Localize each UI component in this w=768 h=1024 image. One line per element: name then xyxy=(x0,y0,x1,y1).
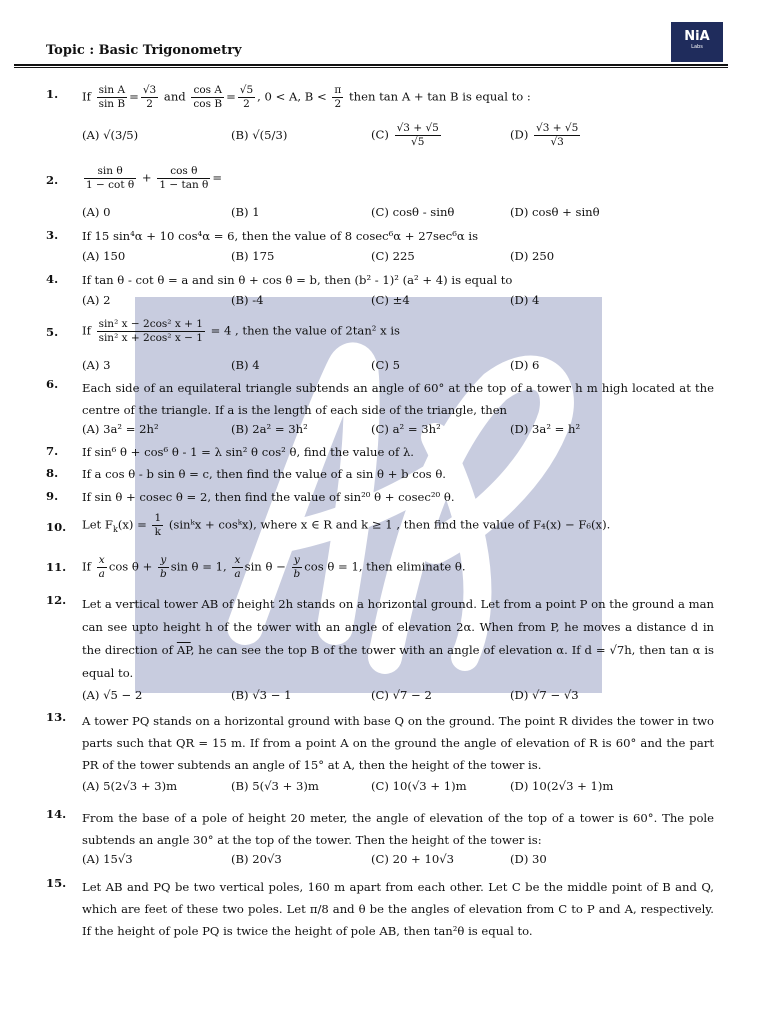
option-c: (C) √7 − 2 xyxy=(371,688,432,702)
question-6 xyxy=(46,377,716,441)
question-number: 6. xyxy=(46,377,59,391)
option-d: (D) 30 xyxy=(510,852,547,866)
option-d: (D) 4 xyxy=(510,293,540,307)
options xyxy=(82,293,714,313)
option-c: (C) 5 xyxy=(371,358,400,372)
option-d: (D) 250 xyxy=(510,249,555,263)
topic-title: Topic : Basic Trigonometry xyxy=(46,43,242,58)
question-7 xyxy=(46,444,716,462)
question-text: $\frac{\text{sin θ}}{\text{1 − cot θ}}$ + $\frac{\text{cos θ}}{\text{1 − tan θ}}$ = xyxy=(86,165,223,191)
question-text: If 15 sin⁴α + 10 cos⁴α = 6, then the value of 8 cosec⁶α + 27sec⁶α is xyxy=(82,229,479,243)
logo-sub-text: Labs xyxy=(691,44,703,50)
option-a: (A) 2 xyxy=(82,293,111,307)
option-d: (D) 3a² = h² xyxy=(510,422,581,436)
question-9 xyxy=(46,489,716,507)
question-text: From the base of a pole of height 20 meter, the angle of elevation of the top of a tower is 60°. The pole subtends an angle 30° at the top of the tower. Then the height of the tower is: xyxy=(82,811,714,847)
question-13 xyxy=(46,710,716,800)
question-text: A tower PQ stands on a horizontal ground with base Q on the ground. The point R divides the tower in two parts such that QR = 15 m. If from a point A on the ground the angle of elevation of R is 60° and the part PR of the tower subtends an angle of 15° at A, then the height of the tower is. xyxy=(82,714,714,772)
option-b: (B) √(5/3) xyxy=(231,128,288,142)
question-1 xyxy=(46,84,716,154)
option-a: (A) 150 xyxy=(82,249,126,263)
fraction: $\frac{√3}{2}$ xyxy=(142,84,157,110)
question-number: 14. xyxy=(46,807,67,821)
option-a: (A) √5 − 2 xyxy=(82,688,143,702)
question-14 xyxy=(46,807,716,871)
question-number: 11. xyxy=(46,560,67,574)
question-text: If $\frac{\text{sin A}}{\text{sin B}}$ = $\frac{√3}{2}$ and $\frac{\text{cos A}}{\text{cos B}}$ = $\frac{√5}{2}$ , 0 < A, B < $\frac{\pi}{2}$ then tan A + tan B is equal to : xyxy=(82,84,531,110)
option-a: (A) 15√3 xyxy=(82,852,133,866)
fraction: $\frac{√5}{2}$ xyxy=(239,84,254,110)
fraction: $\frac{\text{cos θ}}{\text{1 − tan θ}}$ xyxy=(159,165,209,191)
option-c: (C) 10(√3 + 1)m xyxy=(371,779,467,793)
question-text: If $\frac{x}{a}$ cos θ + $\frac{y}{b}$ sin θ = 1, $\frac{x}{a}$ sin θ − $\frac{y}{b}$ cos θ = 1, then eliminate θ. xyxy=(82,554,466,580)
question-number: 2. xyxy=(46,173,59,187)
option-c: (C) $\frac{√3 + √5}{√5}$ xyxy=(371,122,439,148)
question-3 xyxy=(46,228,716,268)
options xyxy=(82,422,714,442)
question-text: If tan θ - cot θ = a and sin θ + cos θ = b, then (b² - 1)² (a² + 4) is equal to xyxy=(82,273,513,287)
option-c: (C) 20 + 10√3 xyxy=(371,852,454,866)
options xyxy=(82,852,714,872)
question-number: 3. xyxy=(46,228,59,242)
question-2 xyxy=(46,165,716,221)
option-a: (A) 3a² = 2h² xyxy=(82,422,159,436)
fraction: $\frac{\text{sin² x − 2cos² x + 1}}{\text{sin² x + 2cos² x − 1}}$ xyxy=(98,318,203,344)
option-c: (C) ±4 xyxy=(371,293,410,307)
question-15 xyxy=(46,876,716,946)
option-a: (A) 0 xyxy=(82,205,111,219)
option-c: (C) a² = 3h² xyxy=(371,422,441,436)
vector-ap: $\overline{AP}$ xyxy=(176,643,191,657)
option-a: (A) 5(2√3 + 3)m xyxy=(82,779,178,793)
question-number: 9. xyxy=(46,489,59,503)
question-text: If sin θ + cosec θ = 2, then find the value of sin²⁰ θ + cosec²⁰ θ. xyxy=(82,490,455,504)
fraction: $\frac{\pi}{2}$ xyxy=(334,84,342,110)
question-5 xyxy=(46,318,716,374)
fraction: $\frac{1}{k}$ xyxy=(154,512,162,538)
question-text: Let AB and PQ be two vertical poles, 160 m apart from each other. Let C be the middle point of B and Q, which are feet of these two poles. Let π/8 and θ be the angles of elevation from C to P and A, respectively. If the height of pole PQ is twice the height of pole AB, then tan²θ is equal to. xyxy=(82,880,714,938)
options xyxy=(82,779,714,799)
question-number: 5. xyxy=(46,325,59,339)
option-d: (D) √7 − √3 xyxy=(510,688,579,702)
question-text: If sin⁶ θ + cos⁶ θ - 1 = λ sin² θ cos² θ, find the value of λ. xyxy=(82,445,414,459)
question-4 xyxy=(46,272,716,312)
options xyxy=(82,122,714,158)
question-text: Let a vertical tower AB of height 2h stands on a horizontal ground. Let from a point P on the ground a man can see upto height h of the tower with an angle of elevation 2α. When from P, he moves a distance d in the direction of $\overline{AP}$, he can see the top B of the tower with an angle of elevation α. If d = √7h, then tan α is equal to. xyxy=(82,597,715,680)
option-b: (B) 2a² = 3h² xyxy=(231,422,308,436)
question-number: 7. xyxy=(46,444,59,458)
question-number: 4. xyxy=(46,272,59,286)
option-b: (B) 5(√3 + 3)m xyxy=(231,779,319,793)
question-8 xyxy=(46,466,716,484)
option-b: (B) 20√3 xyxy=(231,852,282,866)
question-11 xyxy=(46,554,716,588)
fraction: $\frac{\text{cos A}}{\text{cos B}}$ xyxy=(193,84,223,110)
question-number: 12. xyxy=(46,593,67,607)
question-text: If $\frac{\text{sin² x − 2cos² x + 1}}{\text{sin² x + 2cos² x − 1}}$ = 4 , then the value of 2tan² x is xyxy=(82,318,401,344)
options xyxy=(82,205,714,225)
option-b: (B) 4 xyxy=(231,358,260,372)
question-number: 1. xyxy=(46,87,59,101)
fraction: $\frac{\text{sin θ}}{\text{1 − cot θ}}$ xyxy=(86,165,135,191)
question-12 xyxy=(46,593,716,707)
question-number: 8. xyxy=(46,466,59,480)
options xyxy=(82,249,714,269)
option-a: (A) √(3/5) xyxy=(82,128,139,142)
option-c: (C) 225 xyxy=(371,249,415,263)
question-number: 10. xyxy=(46,520,67,534)
option-b: (B) √3 − 1 xyxy=(231,688,292,702)
option-d: (D) 10(2√3 + 1)m xyxy=(510,779,614,793)
option-b: (B) 175 xyxy=(231,249,275,263)
option-d: (D) $\frac{√3 + √5}{√3}$ xyxy=(510,122,579,148)
option-c: (C) cosθ - sinθ xyxy=(371,205,455,219)
option-a: (A) 3 xyxy=(82,358,111,372)
question-text: If a cos θ - b sin θ = c, then find the value of a sin θ + b cos θ. xyxy=(82,467,446,481)
option-b: (B) -4 xyxy=(231,293,264,307)
question-number: 13. xyxy=(46,710,67,724)
question-text: Each side of an equilateral triangle subtends an angle of 60° at the top of a tower h m high located at the centre of the triangle. If a is the length of each side of the triangle, then xyxy=(82,381,714,417)
option-b: (B) 1 xyxy=(231,205,260,219)
options xyxy=(82,358,714,378)
logo-main-text: NiA xyxy=(684,29,710,44)
option-d: (D) cosθ + sinθ xyxy=(510,205,600,219)
options xyxy=(82,688,714,708)
question-text: Let $F_k(x)$ = $\frac{1}{k}$ (sinᵏx + cosᵏx), where x ∈ R and k ≥ 1 , then find the value of F₄(x) − F₆(x). xyxy=(82,512,611,538)
fraction: $\frac{\text{sin A}}{\text{sin B}}$ xyxy=(98,84,126,110)
question-10 xyxy=(46,512,716,546)
option-d: (D) 6 xyxy=(510,358,540,372)
question-number: 15. xyxy=(46,876,67,890)
